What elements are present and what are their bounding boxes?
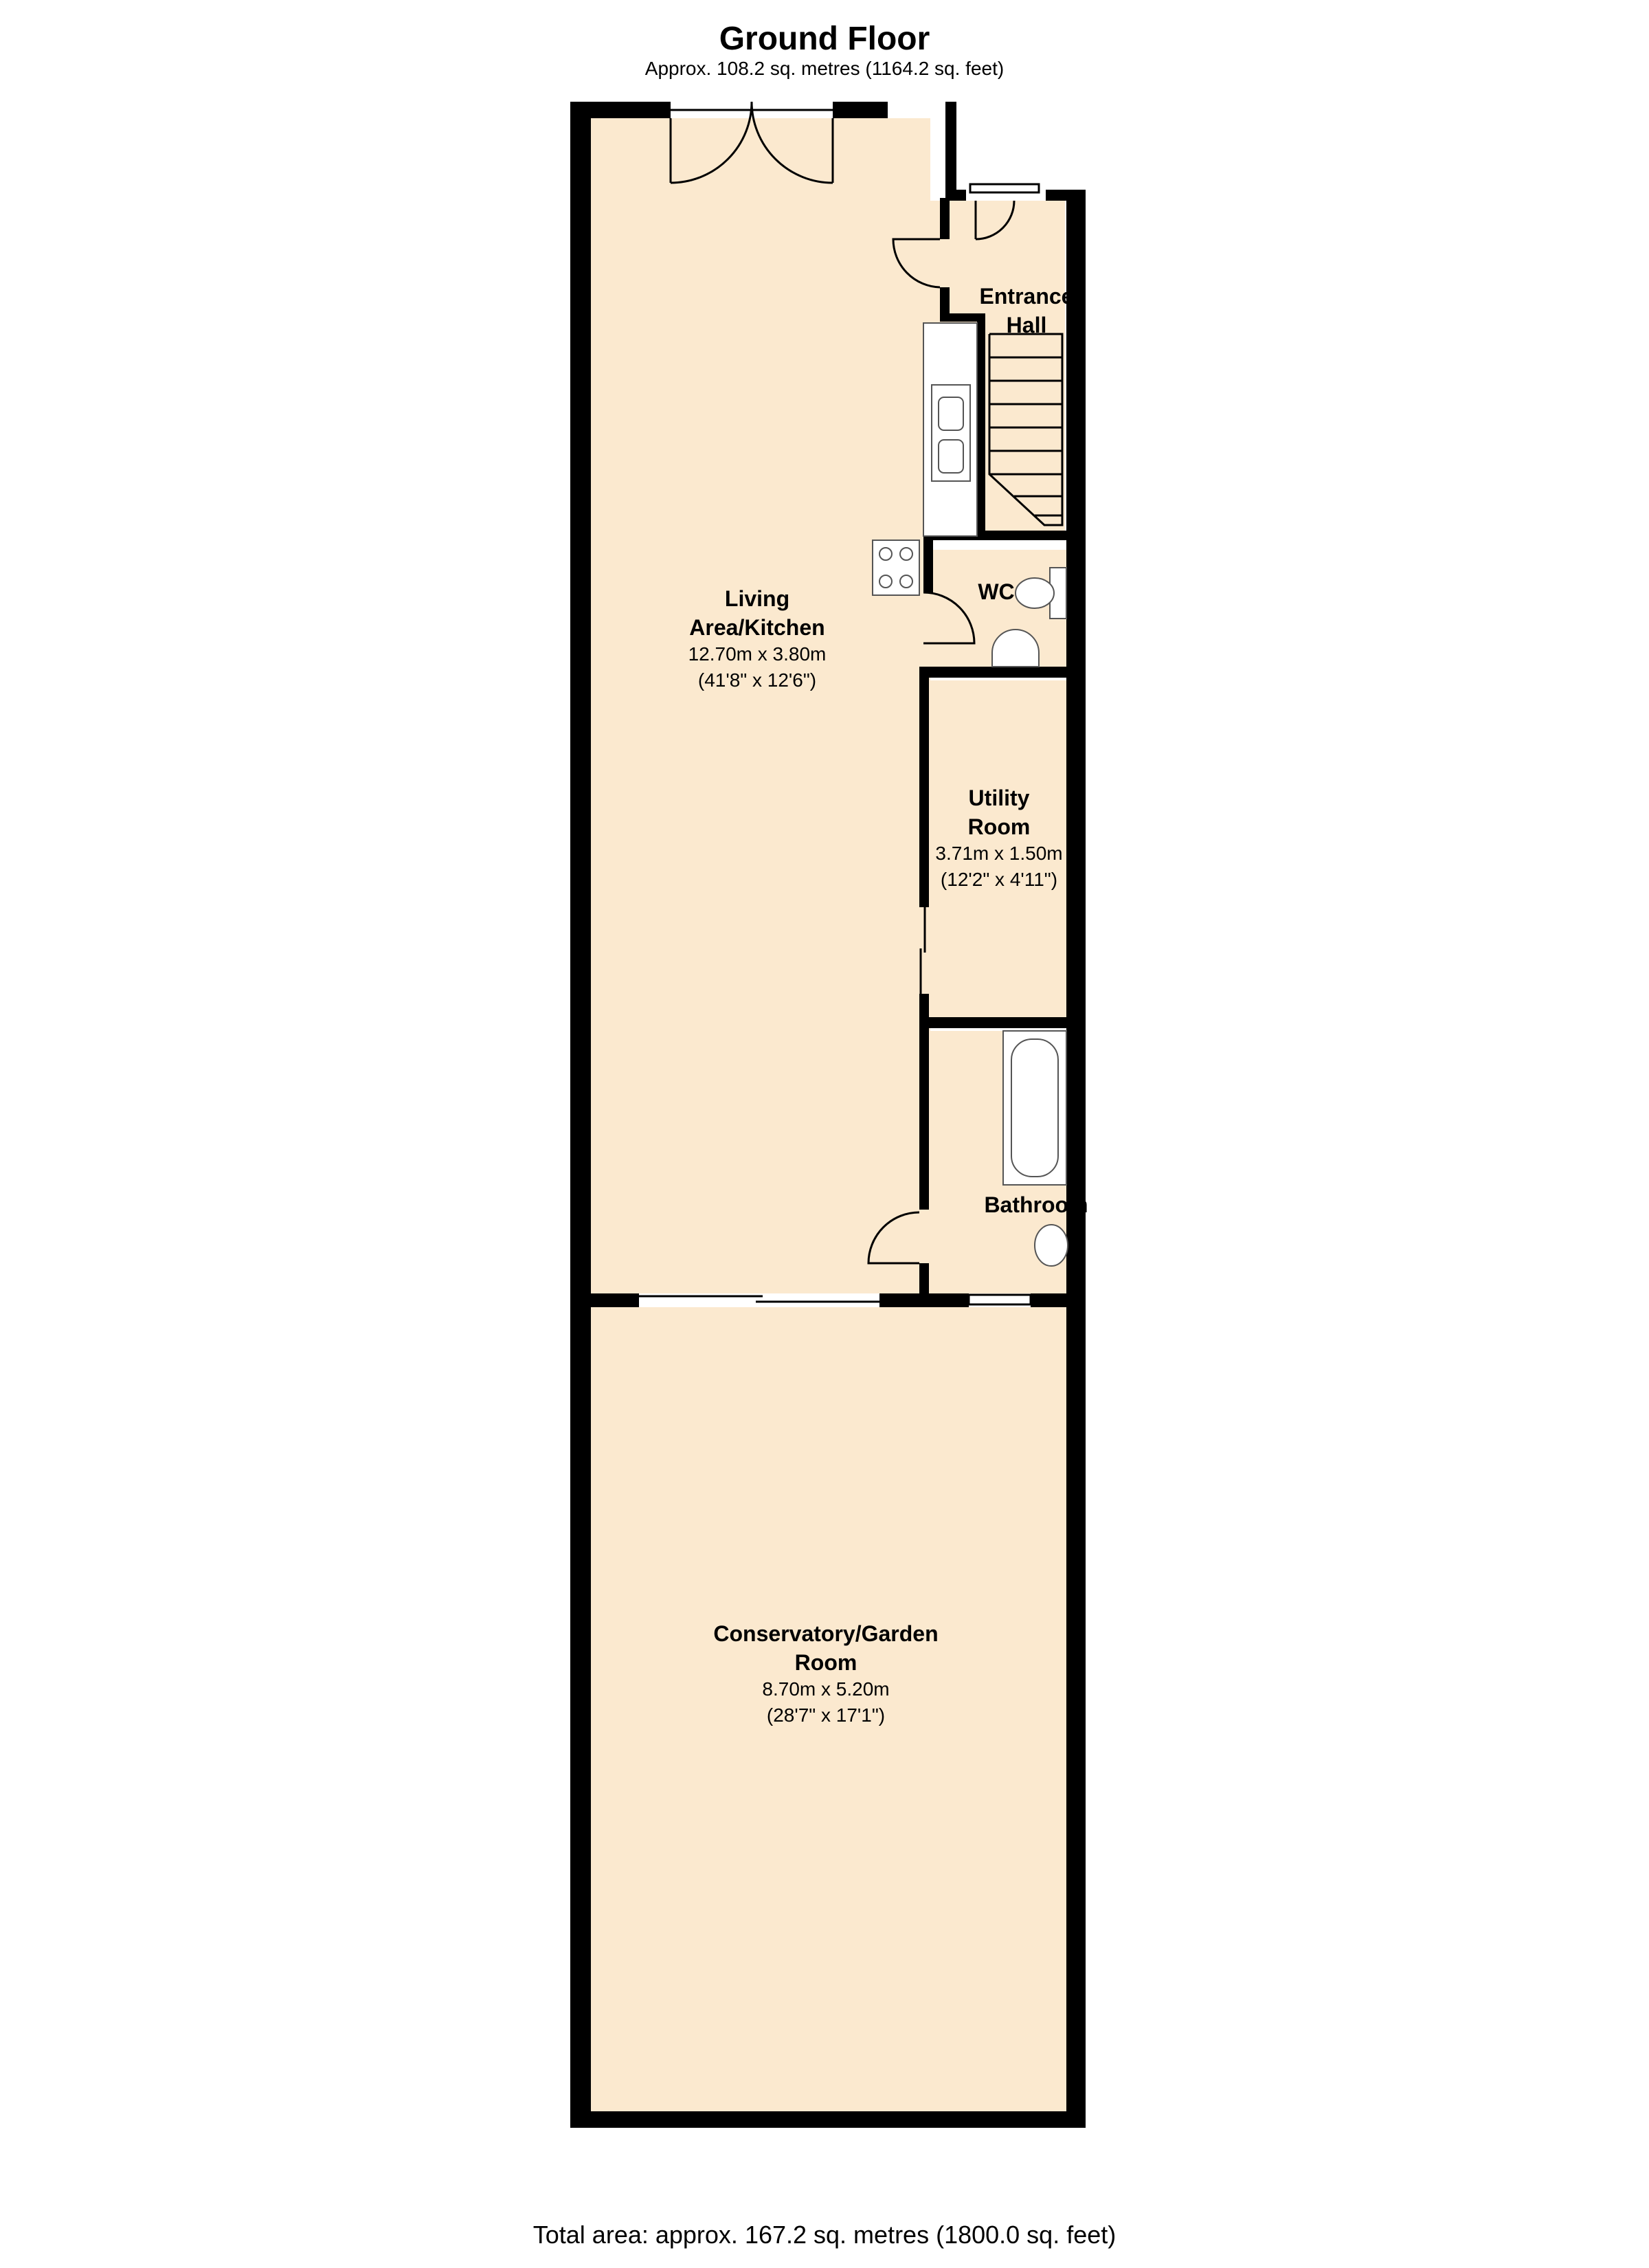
hob-ring	[879, 575, 892, 588]
living-room-name-line2: Area/Kitchen	[689, 615, 825, 640]
top-wall-mid	[833, 102, 888, 118]
hob-ring	[879, 548, 892, 560]
living-room-dim-metric: 12.70m x 3.80m	[688, 643, 827, 665]
outer-wall-left	[570, 102, 591, 2128]
mid-wall-left-end	[570, 1293, 639, 1307]
step-wall-vertical	[945, 102, 956, 198]
mid-wall-right	[1031, 1293, 1086, 1307]
entrance-hall-name-line1: Entrance	[979, 284, 1074, 309]
total-area: Total area: approx. 167.2 sq. metres (1800.0 sq. feet)	[532, 2221, 1117, 2249]
stair-wall	[977, 313, 985, 535]
utility-room-dim-imperial: (12'2" x 4'11")	[940, 869, 1058, 890]
top-wall-left	[570, 102, 671, 118]
hob-ring	[900, 575, 912, 588]
hall-wall-stub	[940, 198, 950, 239]
conservatory-dim-imperial: (28'7" x 17'1")	[766, 1704, 886, 1726]
wc-name: WC	[978, 579, 1015, 604]
wc-bottom-wall	[923, 667, 1086, 678]
living-room-dim-imperial: (41'8" x 12'6")	[697, 669, 817, 691]
wc-left-wall	[923, 531, 933, 592]
outer-wall-bottom	[570, 2111, 1086, 2128]
floor-fill	[591, 118, 1066, 2111]
utility-room-dim-metric: 3.71m x 1.50m	[935, 843, 1063, 864]
step-wall-horizontal-b	[1046, 190, 1086, 201]
conservatory-name-line2: Room	[794, 1650, 857, 1675]
hob-ring	[900, 548, 912, 560]
bathroom-left-stub	[919, 1263, 929, 1296]
utility-room-name-line2: Room	[967, 814, 1031, 839]
wc-toilet-icon	[1016, 578, 1054, 608]
conservatory-dim-metric: 8.70m x 5.20m	[762, 1678, 890, 1700]
mid-wall-center	[879, 1293, 969, 1307]
utility-left-wall-upper	[919, 667, 929, 907]
outer-wall-right	[1066, 192, 1086, 2128]
conservatory-name-line1: Conservatory/Garden	[713, 1621, 939, 1646]
floor-title: Ground Floor	[719, 21, 930, 57]
living-area-floor	[591, 118, 930, 1293]
bathroom-toilet-icon	[1035, 1225, 1068, 1266]
hall-wall-stub-2	[940, 287, 950, 315]
bathroom-name: Bathroom	[984, 1192, 1088, 1217]
utility-bottom-wall	[919, 1017, 1086, 1028]
entrance-hall-name-line2: Hall	[1006, 313, 1047, 337]
conservatory-window	[969, 1295, 1031, 1304]
bathtub-inner	[1011, 1039, 1058, 1177]
living-room-name-line1: Living	[724, 586, 790, 611]
floor-area-subtitle: Approx. 108.2 sq. metres (1164.2 sq. feet)	[644, 58, 1005, 79]
hob-icon	[873, 540, 919, 595]
utility-room-name-line1: Utility	[968, 786, 1030, 810]
sink-bowl	[939, 397, 963, 430]
stair-wall-top	[940, 313, 985, 322]
sink-bowl	[939, 440, 963, 473]
